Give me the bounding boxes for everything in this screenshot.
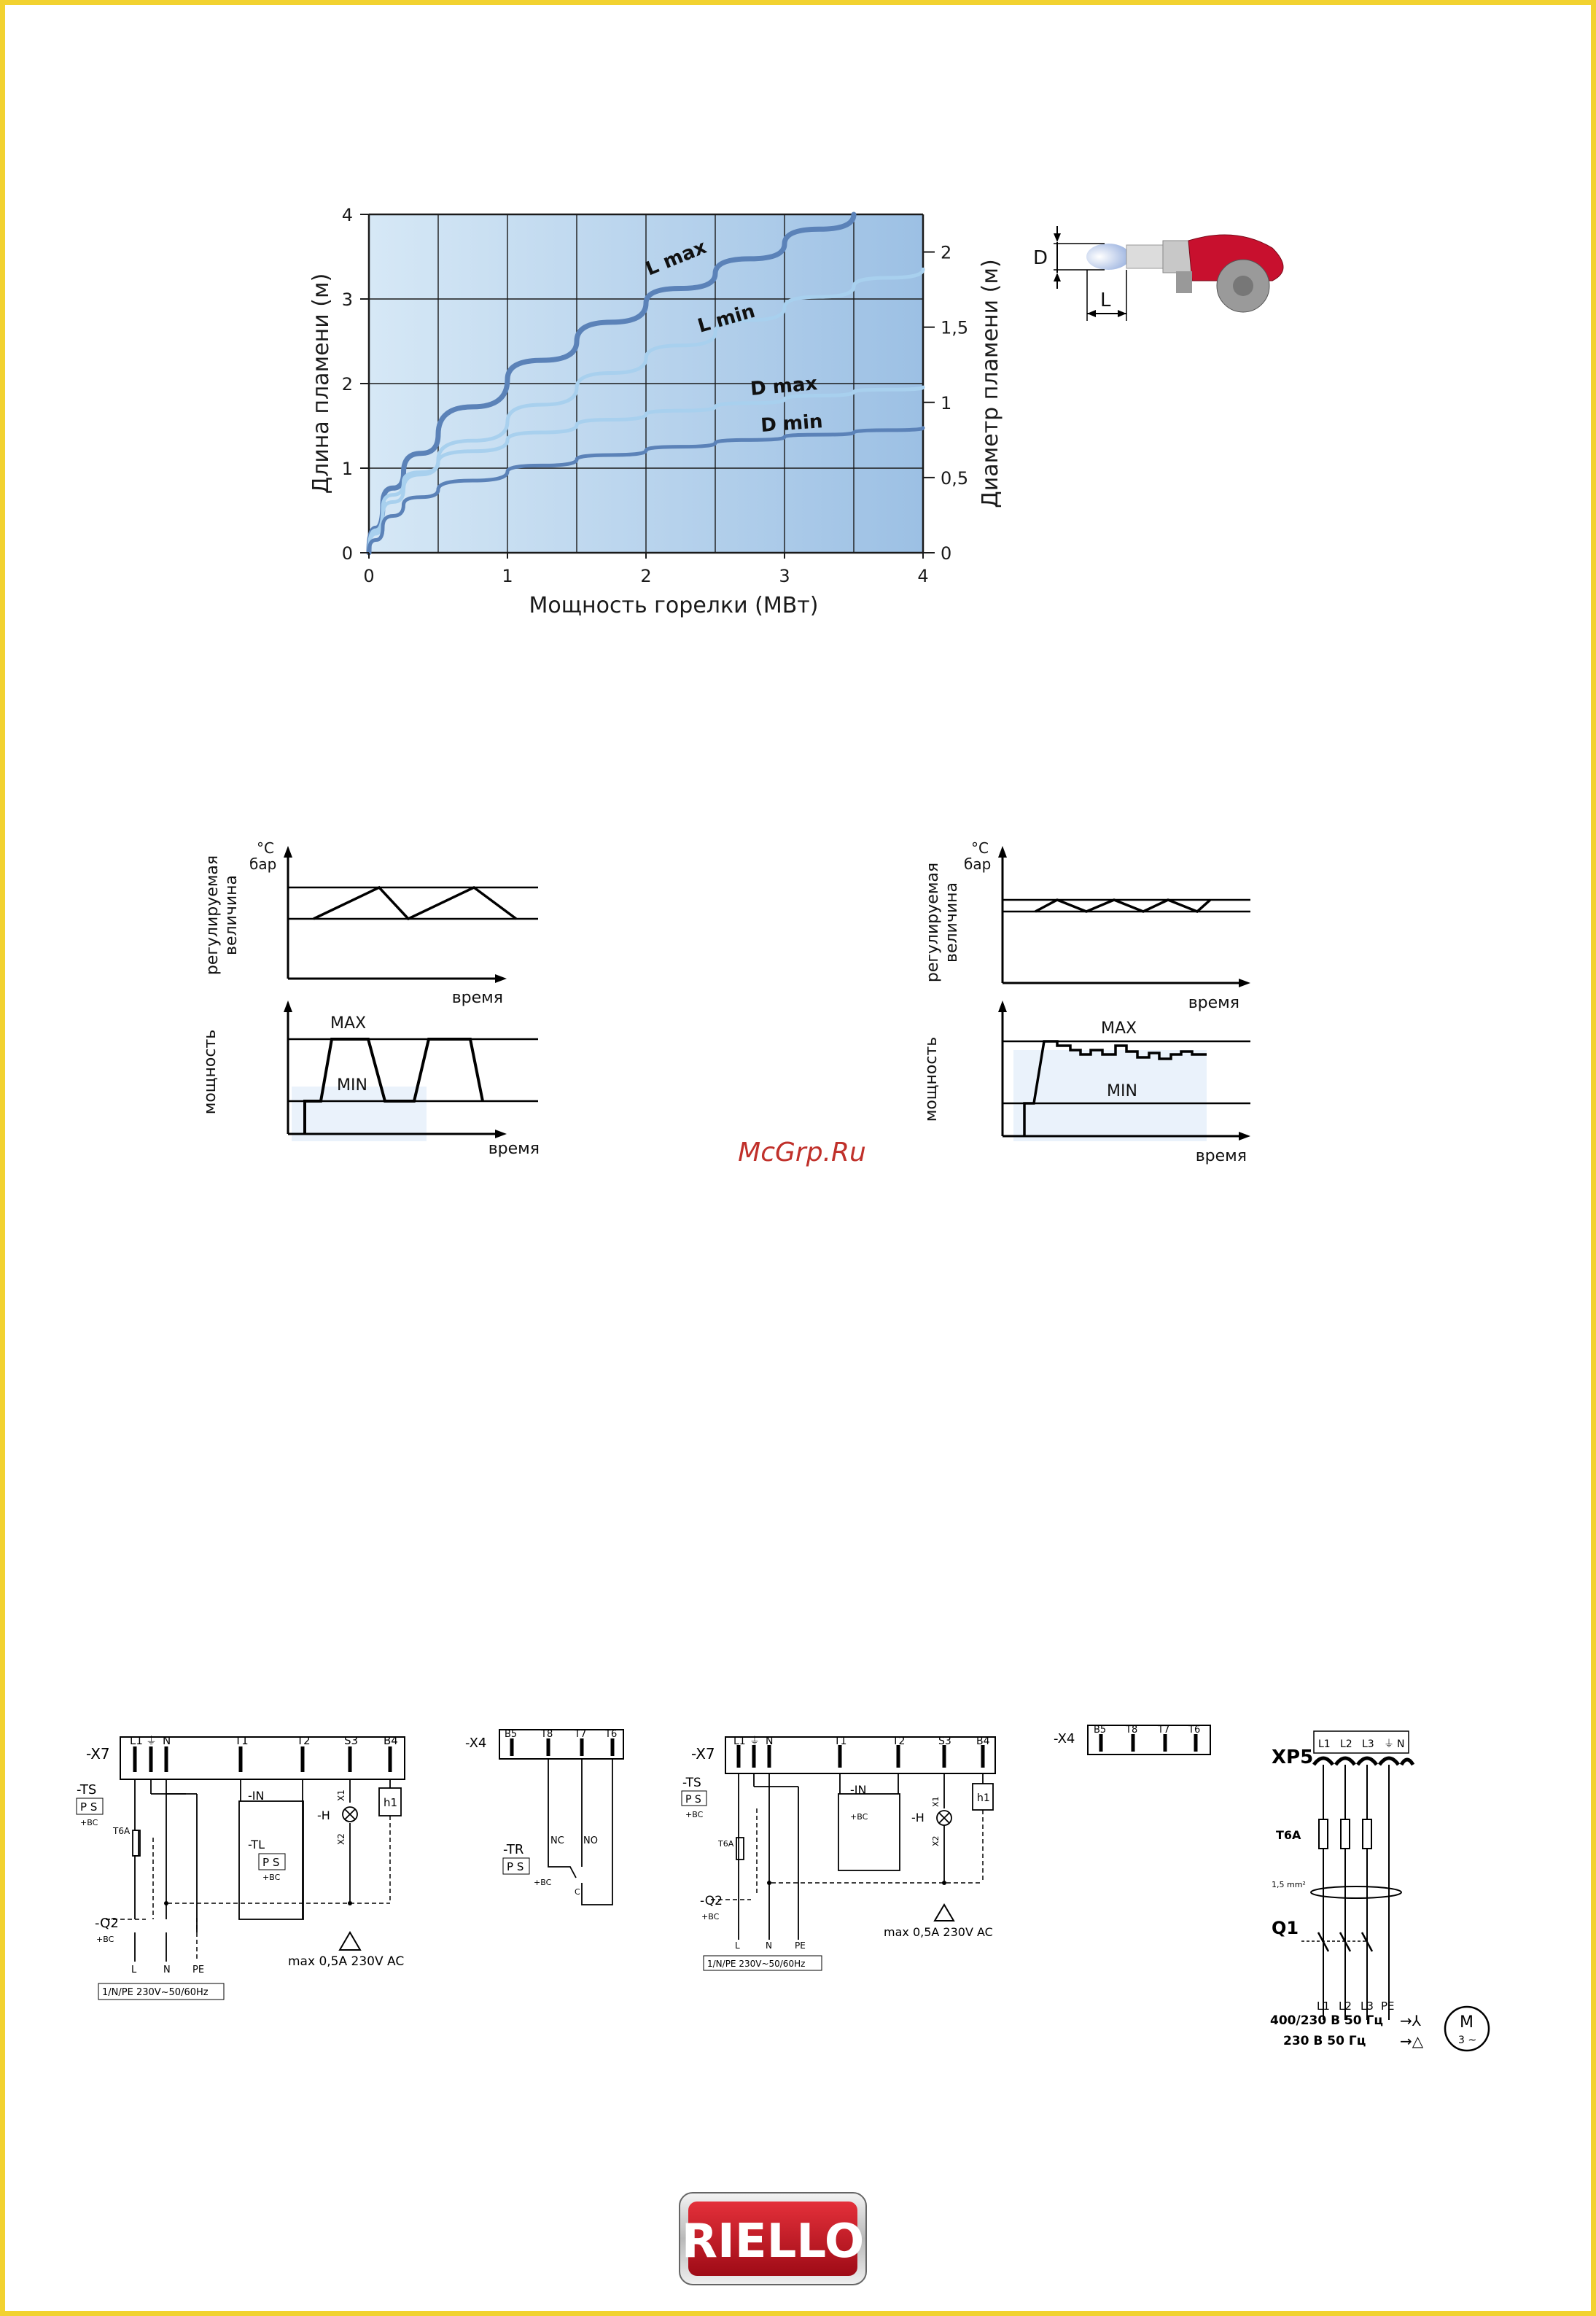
l-label: L xyxy=(1100,290,1111,311)
y-right-tick-label: 0 xyxy=(941,543,952,564)
y-left-tick-label: 4 xyxy=(341,205,353,225)
terminal-t8: T8 xyxy=(541,1729,553,1740)
in-label: -IN xyxy=(850,1783,867,1797)
tl-ps: P S xyxy=(262,1856,280,1869)
unit-label: °C бар xyxy=(249,839,277,873)
q2-label: -Q2 xyxy=(95,1916,119,1931)
supply-label: 1/N/PE 230V~50/60Hz xyxy=(707,1959,806,1969)
terminal-t6: T6 xyxy=(1188,1725,1201,1736)
junction xyxy=(348,1901,352,1905)
tr-label: -TR xyxy=(503,1842,524,1857)
motor-label: M xyxy=(1460,2013,1474,2032)
y-right-tick-label: 1,5 xyxy=(941,317,969,338)
fuse-label: T6A xyxy=(1276,1828,1301,1842)
cable-label: 1,5 mm² xyxy=(1272,1880,1306,1889)
terminal-t7: T7 xyxy=(575,1729,587,1740)
connector-label: -X7 xyxy=(691,1745,715,1763)
bottom-x-arrow xyxy=(1239,1132,1250,1140)
x-tick-label: 2 xyxy=(640,566,652,586)
warning-icon xyxy=(935,1905,954,1921)
x1-label: X1 xyxy=(336,1790,346,1801)
y-right-tick-label: 1 xyxy=(941,392,952,413)
bottom-l2: L2 xyxy=(1339,2000,1352,2013)
voltage-line-1: 400/230 В 50 Гц xyxy=(1270,2013,1383,2028)
regulated-value-line xyxy=(314,887,516,919)
wiring-diagram-1 xyxy=(73,1721,437,2013)
q2-bc: +BC xyxy=(701,1912,720,1921)
ts-ps: P S xyxy=(80,1800,98,1814)
y-bottom-label: мощность xyxy=(201,1029,219,1115)
tr-bc: +BC xyxy=(534,1878,552,1887)
h1-label: h1 xyxy=(977,1792,990,1804)
junction xyxy=(767,1881,771,1885)
terminal-t1: T1 xyxy=(235,1734,249,1747)
l-arrow-right xyxy=(1118,310,1126,317)
terminal-t7: T7 xyxy=(1158,1725,1170,1736)
terminal-l3: L3 xyxy=(1362,1738,1374,1750)
load-note: max 0,5A 230V AC xyxy=(288,1954,405,1969)
terminal-earth: ⏚ xyxy=(146,1734,157,1747)
connector-label: -X7 xyxy=(86,1745,110,1763)
x-axis-label: Мощность горелки (МВт) xyxy=(529,593,819,618)
junction xyxy=(942,1881,946,1885)
wiring-diagram-3 xyxy=(678,1721,1013,1983)
bottom-y-arrow xyxy=(284,1000,292,1012)
terminal-t8: T8 xyxy=(1126,1725,1138,1736)
y-bottom-label: мощность xyxy=(922,1036,941,1122)
terminal-l1: L1 xyxy=(1318,1738,1331,1750)
time-label-bottom: время xyxy=(1195,1147,1247,1165)
logo-text: RIELLO xyxy=(681,2215,865,2269)
connector-label: -X4 xyxy=(1054,1731,1075,1746)
flame-dimension-chart xyxy=(292,190,1035,627)
series-label-lmin: L min xyxy=(695,300,758,338)
series-label-dmin: D min xyxy=(760,411,824,437)
time-label-top: время xyxy=(1188,994,1239,1012)
y-right-tick-label: 2 xyxy=(941,242,952,263)
y-top-label: регулируемаявеличина xyxy=(203,855,241,976)
c-label: C xyxy=(575,1887,580,1897)
burner-illustration xyxy=(1024,211,1301,343)
bottom-l3: L3 xyxy=(1361,2000,1374,2013)
nc-label: NC xyxy=(550,1835,564,1846)
top-x-arrow xyxy=(495,974,507,983)
terminal-b5: B5 xyxy=(505,1729,518,1740)
tl-label: -TL xyxy=(248,1838,265,1851)
y-axis-right-label: Диаметр пламени (м) xyxy=(978,259,1003,508)
terminal-earth: ⏚ xyxy=(1384,1738,1394,1750)
terminal-b5: B5 xyxy=(1094,1725,1107,1736)
time-label-top: время xyxy=(451,989,503,1007)
burner-motor xyxy=(1176,271,1192,293)
control-diagram-modulating xyxy=(911,839,1276,1167)
load-note: max 0,5A 230V AC xyxy=(884,1925,993,1939)
bottom-l: L xyxy=(735,1940,740,1951)
x1-label: X1 xyxy=(931,1796,941,1807)
wiring-diagram-5 xyxy=(1261,1714,1495,2064)
regulated-value-line xyxy=(1035,900,1210,912)
terminal-b4: B4 xyxy=(976,1736,990,1747)
min-label: MIN xyxy=(1107,1082,1137,1100)
bottom-pe: PE xyxy=(795,1940,806,1951)
bottom-y-arrow xyxy=(998,1000,1007,1012)
terminal-n: N xyxy=(766,1736,774,1747)
ts-bc: +BC xyxy=(685,1810,704,1819)
max-label: MAX xyxy=(330,1014,367,1033)
riello-logo xyxy=(678,2191,868,2286)
q1-label: Q1 xyxy=(1272,1918,1299,1938)
y-axis-left-label: Длина пламени (м) xyxy=(308,273,334,494)
fuse-label: T6A xyxy=(718,1839,734,1849)
motor-phase-label: 3 ~ xyxy=(1458,2035,1477,2046)
terminal-earth: ⏚ xyxy=(750,1736,760,1747)
terminal-l1: L1 xyxy=(130,1734,143,1747)
top-y-arrow xyxy=(998,846,1007,858)
bottom-l: L xyxy=(131,1965,137,1975)
x-tick-label: 4 xyxy=(917,566,929,586)
y-left-tick-label: 0 xyxy=(341,543,353,564)
watermark: McGrp.Ru xyxy=(738,1138,866,1167)
max-label: MAX xyxy=(1101,1019,1137,1038)
d-arrow-bottom xyxy=(1054,273,1061,281)
h-label: -H xyxy=(317,1808,330,1822)
unit-label: °C бар xyxy=(964,839,992,873)
top-y-arrow xyxy=(284,846,292,858)
fuse-label: T6A xyxy=(113,1826,131,1836)
y-top-label: регулируемаявеличина xyxy=(924,862,961,983)
terminal-t6: T6 xyxy=(605,1729,618,1740)
y-left-tick-label: 2 xyxy=(341,374,353,395)
connector-label: -X4 xyxy=(465,1736,487,1751)
x2-label: X2 xyxy=(931,1835,941,1846)
series-label-dmax: D max xyxy=(749,373,819,400)
in-label: -IN xyxy=(248,1789,265,1803)
star-symbol: →⅄ xyxy=(1400,2012,1421,2029)
ts-ps: P S xyxy=(685,1794,701,1806)
x2-label: X2 xyxy=(336,1833,346,1845)
burner-flange xyxy=(1163,241,1192,273)
ts-label: -TS xyxy=(682,1776,701,1790)
terminal-l1: L1 xyxy=(733,1736,746,1747)
terminal-s3: S3 xyxy=(938,1736,951,1747)
bottom-pe: PE xyxy=(1381,2000,1395,2013)
q2-label: -Q2 xyxy=(700,1894,723,1908)
connector-label: XP5 xyxy=(1272,1746,1314,1768)
d-label: D xyxy=(1033,247,1048,269)
terminal-t2: T2 xyxy=(892,1736,906,1747)
terminal-b4: B4 xyxy=(384,1734,398,1747)
bottom-n: N xyxy=(766,1940,772,1951)
min-label: MIN xyxy=(337,1076,367,1095)
time-label-bottom: время xyxy=(488,1140,540,1158)
terminal-t1: T1 xyxy=(834,1736,847,1747)
bottom-pe: PE xyxy=(192,1965,205,1975)
terminal-l2: L2 xyxy=(1340,1738,1352,1750)
no-label: NO xyxy=(583,1835,598,1846)
h1-label: h1 xyxy=(384,1796,398,1809)
series-label-lmax: L max xyxy=(642,236,710,281)
bottom-l1: L1 xyxy=(1317,2000,1330,2013)
y-left-tick-label: 3 xyxy=(341,290,353,310)
control-diagram-two-stage xyxy=(197,839,561,1167)
y-right-tick-label: 0,5 xyxy=(941,467,969,489)
in-bc: +BC xyxy=(850,1812,868,1822)
tl-bc: +BC xyxy=(262,1873,281,1882)
h-label: -H xyxy=(911,1811,924,1825)
voltage-line-2: 230 В 50 Гц xyxy=(1283,2034,1366,2048)
bottom-x-arrow xyxy=(495,1130,507,1138)
junction xyxy=(164,1901,168,1905)
terminal-s3: S3 xyxy=(344,1734,359,1747)
wiring-diagram-2 xyxy=(459,1721,634,1918)
y-left-tick-label: 1 xyxy=(341,459,353,479)
l-arrow-left xyxy=(1087,310,1096,317)
q2-bc: +BC xyxy=(96,1935,114,1944)
x-tick-label: 0 xyxy=(363,566,375,586)
d-arrow-top xyxy=(1054,233,1061,242)
x-tick-label: 3 xyxy=(779,566,790,586)
wiring-diagram-4 xyxy=(1050,1714,1225,1794)
delta-symbol: →△ xyxy=(1400,2032,1424,2050)
x-tick-label: 1 xyxy=(502,566,513,586)
fan-hub xyxy=(1233,276,1253,296)
bottom-n: N xyxy=(163,1965,171,1975)
warning-icon xyxy=(340,1932,360,1950)
terminal-n: N xyxy=(163,1734,171,1747)
flame-shape xyxy=(1086,244,1130,270)
ts-bc: +BC xyxy=(80,1818,98,1827)
supply-label: 1/N/PE 230V~50/60Hz xyxy=(102,1987,209,1998)
tr-ps: P S xyxy=(507,1860,524,1873)
ts-label: -TS xyxy=(77,1782,97,1798)
terminal-n: N xyxy=(1397,1738,1405,1750)
top-x-arrow xyxy=(1239,979,1250,987)
terminal-t2: T2 xyxy=(297,1734,311,1747)
